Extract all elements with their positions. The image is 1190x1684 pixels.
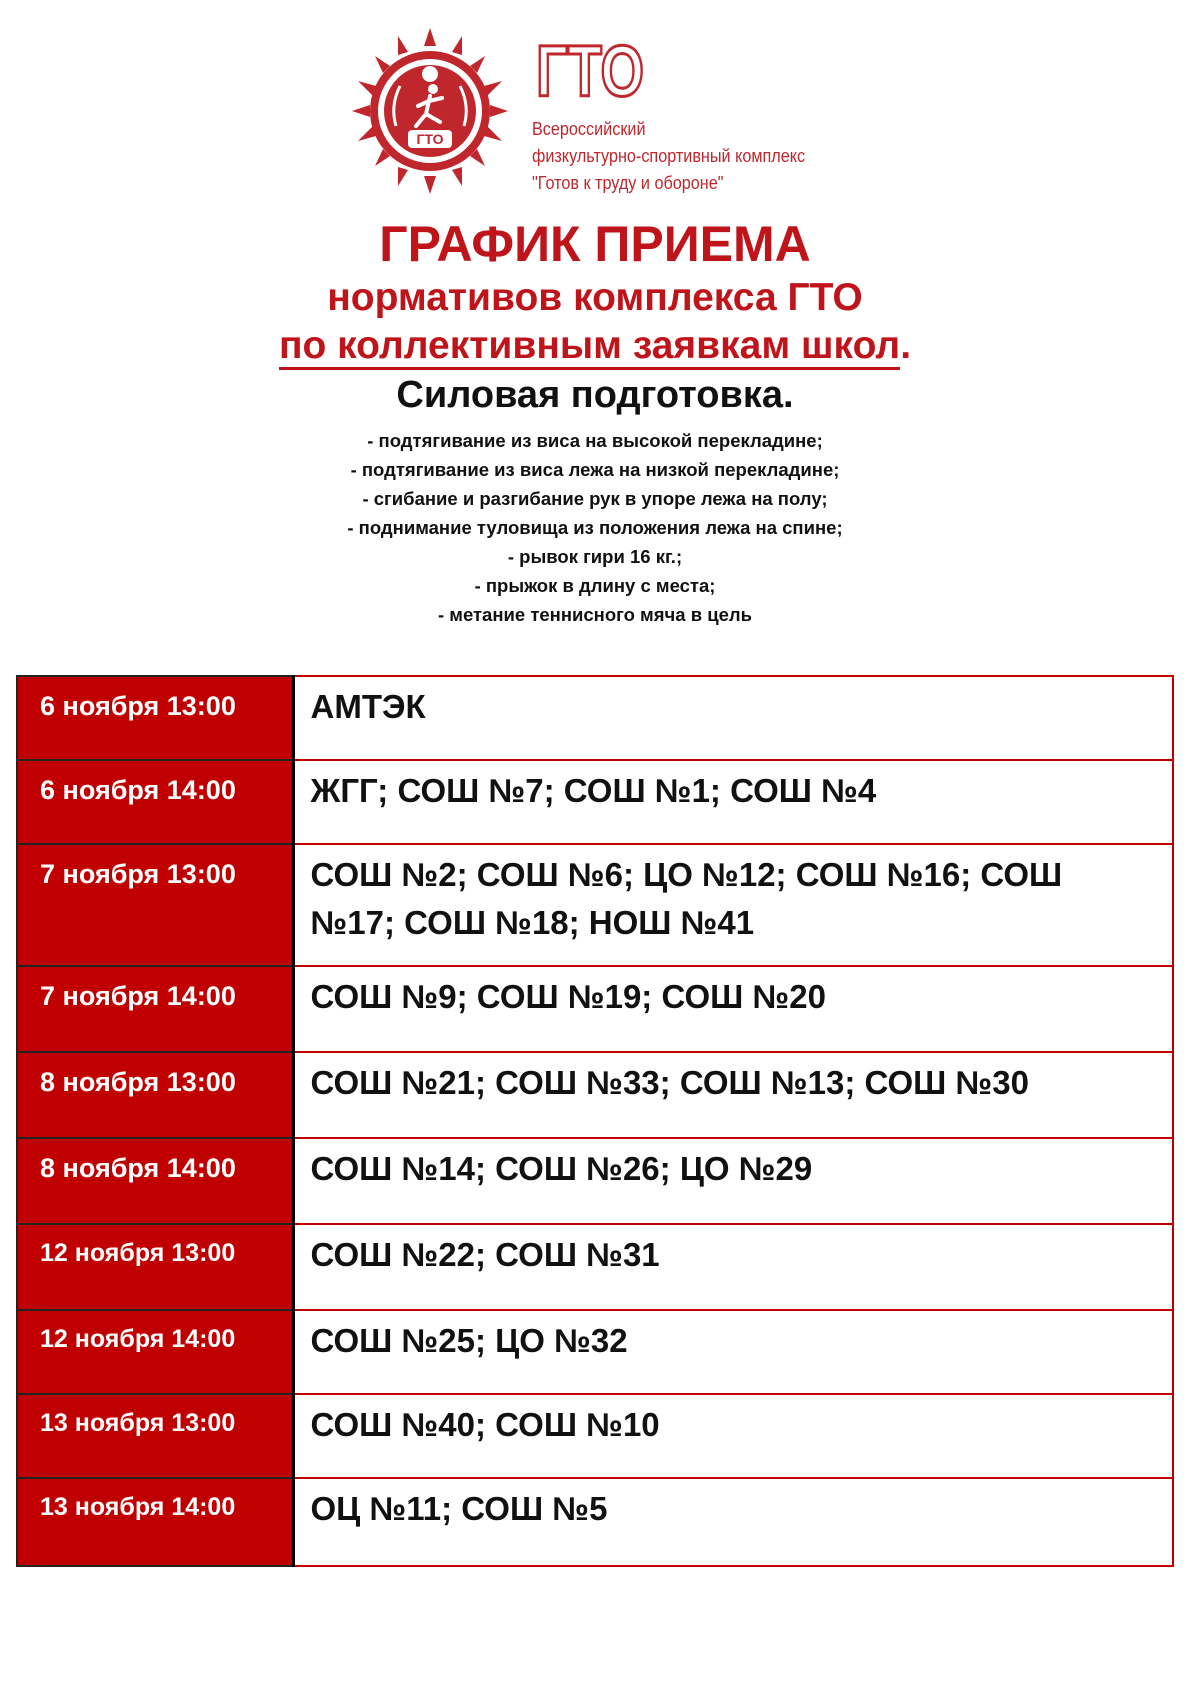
date-cell: 12 ноября 14:00 bbox=[17, 1310, 293, 1394]
exercise-item: - метание теннисного мяча в цель bbox=[437, 604, 753, 625]
page-subtitle-underlined bbox=[0, 322, 1190, 370]
table-row bbox=[17, 966, 1173, 1052]
schools-cell: СОШ №9; СОШ №19; СОШ №20 bbox=[293, 966, 1173, 1052]
title-block bbox=[0, 214, 1190, 629]
table-row bbox=[17, 1224, 1173, 1310]
table-row bbox=[17, 1138, 1173, 1224]
date-cell: 7 ноября 13:00 bbox=[17, 844, 293, 966]
exercise-item: - подтягивание из виса лежа на низкой перекладине; bbox=[350, 459, 840, 480]
date-cell: 8 ноября 13:00 bbox=[17, 1052, 293, 1138]
date-cell: 7 ноября 14:00 bbox=[17, 966, 293, 1052]
table-row bbox=[17, 1478, 1173, 1566]
schedule-table bbox=[16, 675, 1174, 1567]
exercise-list bbox=[0, 426, 1190, 629]
emblem-text: ГТО bbox=[416, 131, 444, 147]
schools-cell: СОШ №40; СОШ №10 bbox=[293, 1394, 1173, 1478]
date-cell: 12 ноября 13:00 bbox=[17, 1224, 293, 1310]
date-cell: 6 ноября 14:00 bbox=[17, 760, 293, 844]
gto-logo-text: ГТО bbox=[536, 32, 644, 112]
section-title: Силовая подготовка. bbox=[396, 374, 794, 416]
schools-cell: АМТЭК bbox=[293, 676, 1173, 760]
schools-cell: СОШ №21; СОШ №33; СОШ №13; СОШ №30 bbox=[293, 1052, 1173, 1138]
exercise-item: - прыжок в длину с места; bbox=[474, 575, 716, 596]
schools-cell: ЖГГ; СОШ №7; СОШ №1; СОШ №4 bbox=[293, 760, 1173, 844]
schools-cell: СОШ №25; ЦО №32 bbox=[293, 1310, 1173, 1394]
underlined-text: по коллективным заявкам школ bbox=[279, 324, 900, 370]
table-row bbox=[17, 1310, 1173, 1394]
table-row bbox=[17, 760, 1173, 844]
schools-cell: СОШ №2; СОШ №6; ЦО №12; СОШ №16; СОШ №17; СОШ №18; НОШ №41 bbox=[293, 844, 1173, 966]
date-cell: 13 ноября 13:00 bbox=[17, 1394, 293, 1478]
table-row bbox=[17, 1052, 1173, 1138]
exercise-item: - подтягивание из виса на высокой перекладине; bbox=[367, 430, 823, 451]
exercise-item: - рывок гири 16 кг.; bbox=[507, 546, 683, 567]
schools-cell: ОЦ №11; СОШ №5 bbox=[293, 1478, 1173, 1566]
exercise-item: - поднимание туловища из положения лежа на спине; bbox=[347, 517, 843, 538]
page-title: ГРАФИК ПРИЕМА bbox=[379, 216, 811, 272]
gto-subtitle bbox=[532, 116, 856, 197]
table-row bbox=[17, 676, 1173, 760]
gto-emblem-icon bbox=[350, 26, 510, 196]
header bbox=[0, 0, 1190, 210]
table-row bbox=[17, 844, 1173, 966]
gto-subtitle-line: Всероссийский bbox=[532, 119, 646, 139]
table-row bbox=[17, 1394, 1173, 1478]
gto-subtitle-line: "Готов к труду и обороне" bbox=[532, 173, 724, 193]
date-cell: 13 ноября 14:00 bbox=[17, 1478, 293, 1566]
date-cell: 8 ноября 14:00 bbox=[17, 1138, 293, 1224]
gto-subtitle-line: физкультурно-спортивный комплекс bbox=[532, 146, 806, 166]
date-cell: 6 ноября 13:00 bbox=[17, 676, 293, 760]
schools-cell: СОШ №22; СОШ №31 bbox=[293, 1224, 1173, 1310]
title-period: . bbox=[900, 324, 912, 367]
exercise-item: - сгибание и разгибание рук в упоре лежа на полу; bbox=[362, 488, 828, 509]
schools-cell: СОШ №14; СОШ №26; ЦО №29 bbox=[293, 1138, 1173, 1224]
gto-logo bbox=[536, 32, 646, 112]
page-subtitle: нормативов комплекса ГТО bbox=[327, 276, 863, 319]
